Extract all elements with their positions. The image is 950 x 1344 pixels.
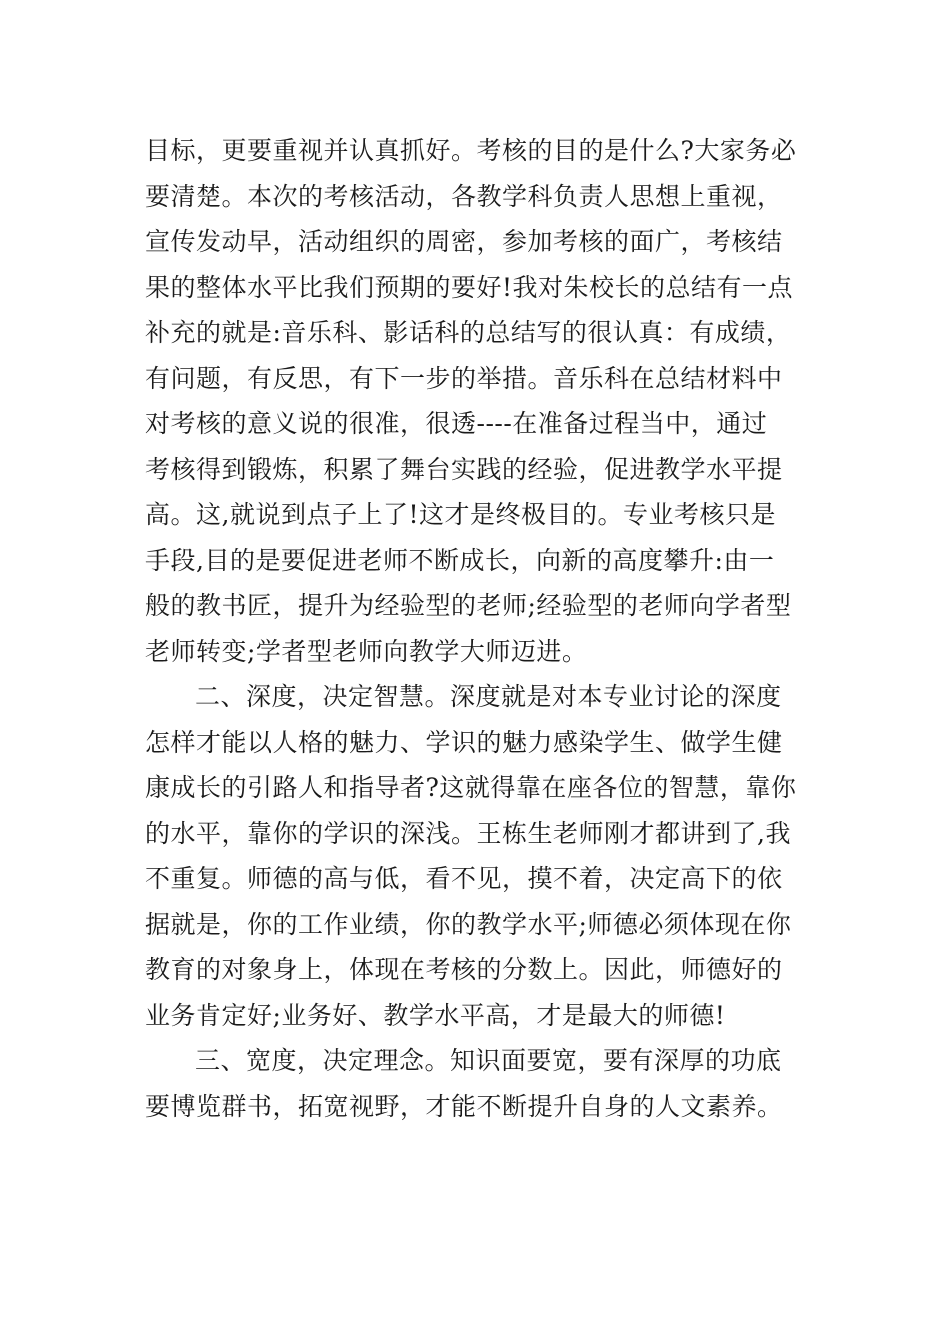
text-line: 康成长的引路人和指导者?这就得靠在座各位的智慧，靠你 — [145, 773, 797, 802]
text-line: 高。这,就说到点子上了!这才是终极目的。专业考核只是 — [145, 500, 776, 529]
text-line: 考核得到锻炼，积累了舞台实践的经验，促进教学水平提 — [145, 454, 783, 484]
text-line: 怎样才能以人格的魅力、学识的魅力感染学生、做学生健 — [145, 727, 783, 757]
text-line: 教育的对象身上，体现在考核的分数上。因此，师德好的 — [145, 955, 783, 984]
text-line: 要清楚。本次的考核活动，各教学科负责人思想上重视， — [145, 181, 783, 211]
document-body — [145, 128, 815, 1129]
text-line: 目标，更要重视并认真抓好。考核的目的是什么?大家务必 — [145, 136, 797, 165]
section-heading-line: 三、宽度，决定理念。知识面要宽，要有深厚的功底 — [195, 1046, 782, 1075]
text-line: 补充的就是:音乐科、影话科的总结写的很认真：有成绩， — [145, 318, 792, 347]
text-line: 手段,目的是要促进老师不断成长，向新的高度攀升:由一 — [145, 545, 775, 575]
text-line: 有问题，有反思，有下一步的举措。音乐科在总结材料中 — [145, 363, 783, 393]
text-line: 宣传发动早，活动组织的周密，参加考核的面广，考核结 — [145, 227, 783, 256]
text-line: 要博览群书，拓宽视野，才能不断提升自身的人文素养。 — [145, 1091, 783, 1121]
text-line: 据就是，你的工作业绩，你的教学水平;师德必须体现在你 — [145, 909, 792, 939]
text-line: 业务肯定好;业务好、教学水平高，才是最大的师德! — [145, 1000, 726, 1030]
text-line: 对考核的意义说的很准，很透----在准备过程当中，通过 — [145, 409, 768, 438]
text-line: 的水平，靠你的学识的深浅。王栋生老师刚才都讲到了,我 — [145, 818, 791, 848]
text-line: 般的教书匠，提升为经验型的老师;经验型的老师向学者型 — [145, 591, 792, 620]
text-line: 不重复。师德的高与低，看不见，摸不着，决定高下的依 — [145, 864, 783, 893]
section-heading-line: 二、深度，决定智慧。深度就是对本专业讨论的深度 — [195, 682, 782, 711]
text-line: 果的整体水平比我们预期的要好!我对朱校长的总结有一点 — [145, 272, 794, 302]
text-line: 老师转变;学者型老师向教学大师迈进。 — [145, 636, 588, 666]
